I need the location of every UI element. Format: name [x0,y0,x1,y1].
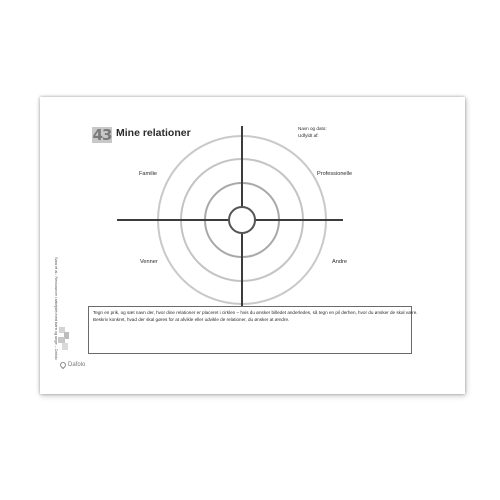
worksheet-page [40,97,465,394]
quadrant-label-professionelle: Professionelle [317,171,353,177]
side-copyright-text: Sara et al.: Ressourcer i arbejdet med børn og unge – Dafolo [54,257,58,360]
quadrant-label-andre: Andre [332,259,347,265]
filled-by-label: Udfyldt af: [298,133,319,138]
publisher-logo [60,362,85,368]
center-ring [229,207,255,233]
page-title: Mine relationer [116,127,191,139]
quadrant-label-familie: Familie [139,171,158,177]
dafolo-logo-icon [59,361,67,369]
name-date-label: Navn og dato: [298,126,327,131]
decorative-puzzle-graphic [57,325,71,353]
instruction-line-1: Tegn en prik, og sæt navn der, hvor dine relationer er placeret i cirklen – hvis du ønsker billedet anderledes, så tegn en pil derhen, hvor du ønsker de skal være. [93,310,418,315]
publisher-name: Dafolo [68,362,86,368]
instruction-line-2: Beskriv konkret, hvad der skal gøres for at afvikle eller udvikle de relationer, du ønsker at ændre. [93,317,290,322]
instructions-box [88,306,418,354]
quadrant-label-venner: Venner [140,259,158,265]
sheet-number: 43 [92,126,112,144]
